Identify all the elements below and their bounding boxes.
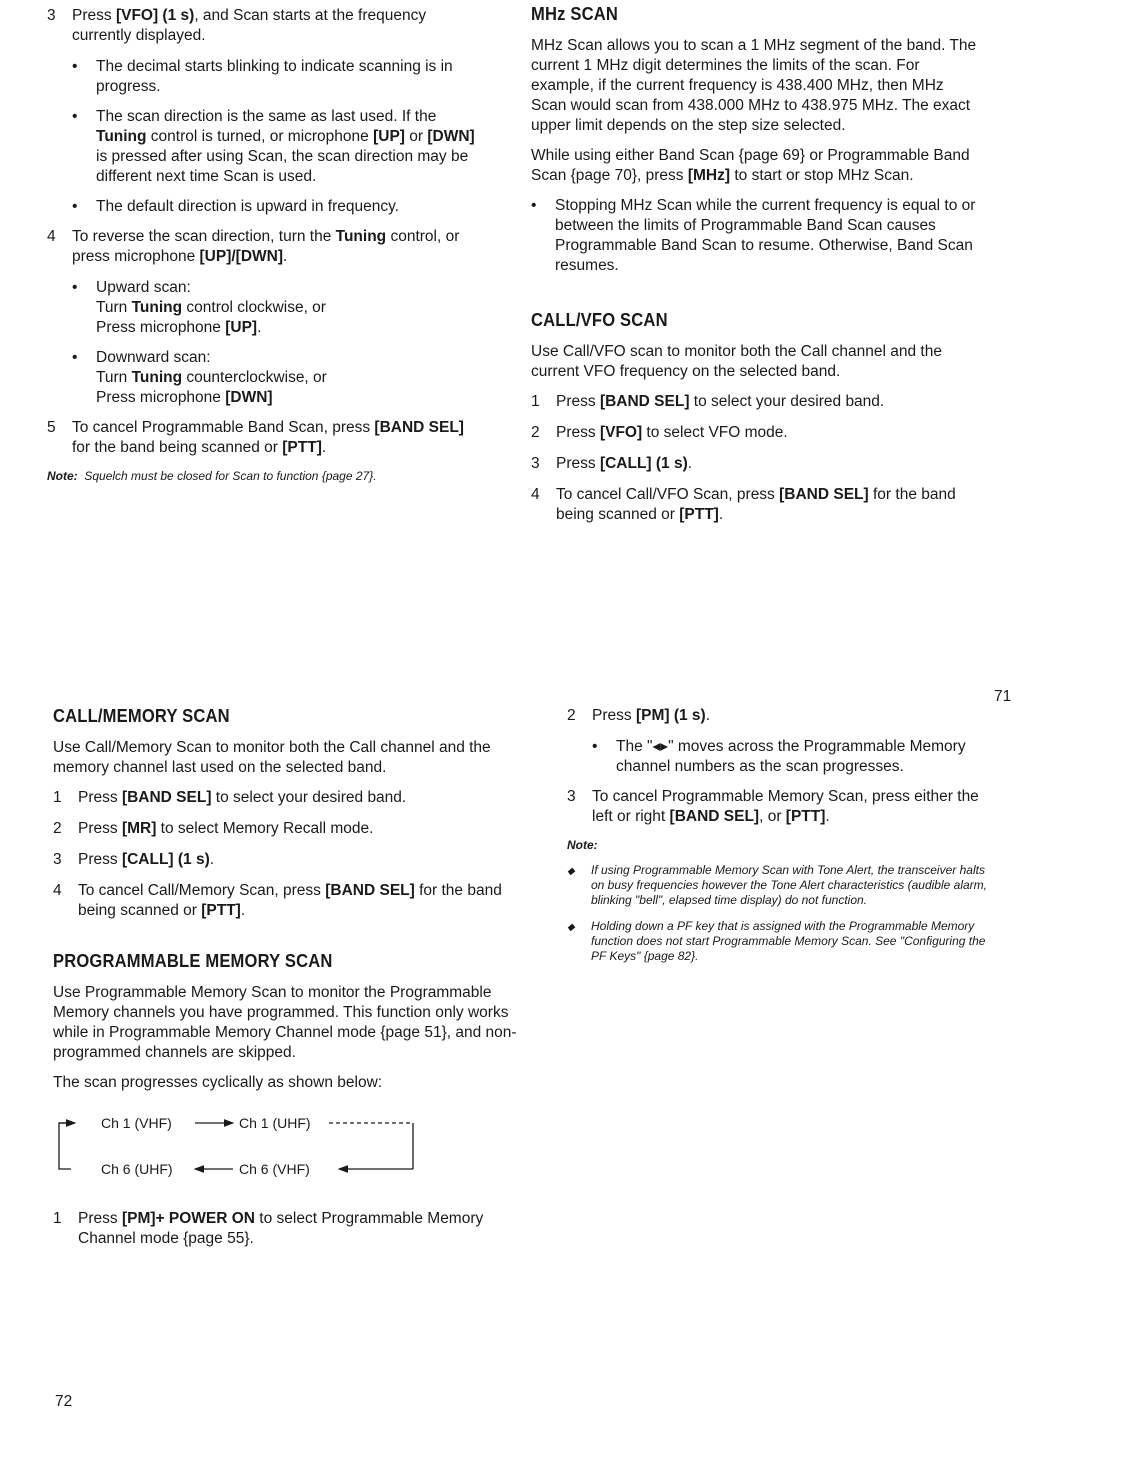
step-2: 2 Press [MR] to select Memory Recall mode. — [53, 820, 374, 837]
note-label: Note: — [567, 838, 598, 852]
paragraph: Use Call/VFO scan to monitor both the Call channel and the current VFO frequency on the selected band. — [531, 343, 942, 380]
diagram-node-ch1-vhf: Ch 1 (VHF) — [101, 1115, 172, 1131]
bullet-item: • The "◂▸" moves across the Programmable Memory channel numbers as the scan progresses. — [592, 738, 966, 775]
diagram-left-bracket — [59, 1123, 71, 1169]
step-3: 3 Press [CALL] (1 s). — [531, 455, 693, 472]
step-1: 1 Press [BAND SEL] to select your desired band. — [53, 789, 407, 806]
step-4: 4 To cancel Call/VFO Scan, press [BAND SEL] for the band being scanned or [PTT]. — [531, 486, 956, 523]
diagram-node-ch1-uhf: Ch 1 (UHF) — [239, 1115, 311, 1131]
step-3: 3 Press [CALL] (1 s). — [53, 851, 215, 868]
page72-left-column — [53, 706, 523, 1260]
step-number: 4 — [47, 228, 56, 245]
step-2-pm: 2 Press [PM] (1 s). — [567, 707, 710, 724]
step-1: 1 Press [BAND SEL] to select your desired band. — [531, 393, 885, 410]
bullet-item: • The scan direction is the same as last used. If the Tuning control is turned, or microphone [UP] or [DWN] is pressed after using Scan, the scan direction may be different next time Scan is used. — [72, 108, 475, 185]
paragraph: The scan progresses cyclically as shown below: — [53, 1074, 383, 1091]
step-4: 4 To reverse the scan direction, turn the Tuning control, or press microphone [UP]/[DWN]. — [47, 228, 460, 265]
step-1-pm: 1 Press [PM]+ POWER ON to select Programmable Memory Channel mode {page 55}. — [53, 1210, 484, 1247]
diagram-node-ch6-uhf: Ch 6 (UHF) — [101, 1161, 173, 1177]
bullet-item: • The default direction is upward in frequency. — [72, 198, 399, 215]
step-number: 3 — [47, 7, 56, 24]
section-title-call-memory-scan: CALL/MEMORY SCAN — [53, 706, 230, 726]
step-3-pm: 3 To cancel Programmable Memory Scan, press either the left or right [BAND SEL], or [PTT]. — [567, 788, 979, 825]
step-4: 4 To cancel Call/Memory Scan, press [BAND SEL] for the band being scanned or [PTT]. — [53, 882, 502, 919]
paragraph: MHz Scan allows you to scan a 1 MHz segment of the band. The current 1 MHz digit determines the limits of the scan. For example, if the current frequency is 438.400 MHz, then MHz Scan would scan from 438.000 MHz to 438.975 MHz. The exact upper limit depends on the step size selected. — [531, 37, 977, 134]
section-title-programmable-memory-scan: PROGRAMMABLE MEMORY SCAN — [53, 951, 333, 971]
bullet-item-downward: • Downward scan: Turn Tuning counterclockwise, or Press microphone [DWN] — [72, 349, 327, 406]
bullet-item-upward: • Upward scan: Turn Tuning control clockwise, or Press microphone [UP]. — [72, 279, 326, 336]
page-number-71: 71 — [994, 688, 1012, 705]
step-5: 5 To cancel Programmable Band Scan, press [BAND SEL] for the band being scanned or [PTT]. — [47, 419, 464, 456]
paragraph: Use Call/Memory Scan to monitor both the Call channel and the memory channel last used on the selected band. — [53, 739, 491, 776]
page71-left-column — [47, 6, 477, 484]
diamond-bullet-icon: ◆ — [567, 922, 575, 933]
bullet-item: • Stopping MHz Scan while the current frequency is equal to or between the limits of Programmable Band Scan causes Programmable Band Scan to resume. Otherwise, Band Scan resumes. — [531, 197, 976, 274]
section-title-call-vfo-scan: CALL/VFO SCAN — [531, 310, 668, 330]
note-item: ◆ If using Programmable Memory Scan with Tone Alert, the transceiver halts on busy frequencies however the Tone Alert characteristics (audible alarm, blinking "bell", elapsed time display) do not function. — [567, 863, 987, 907]
paragraph: Use Programmable Memory Scan to monitor the Programmable Memory channels you have programmed. This function only works while in Programmable Memory Channel mode {page 51}, and non-programmed channels are skipped. — [53, 984, 517, 1061]
diamond-bullet-icon: ◆ — [567, 866, 575, 877]
step-3: 3 Press [VFO] (1 s), and Scan starts at the frequency currently displayed. — [47, 7, 427, 44]
paragraph: While using either Band Scan {page 69} or Programmable Band Scan {page 70}, press [MHz] to start or stop MHz Scan. — [531, 147, 970, 184]
diagram-node-ch6-vhf: Ch 6 (VHF) — [239, 1161, 310, 1177]
bullet-item: • The decimal starts blinking to indicate scanning is in progress. — [72, 58, 453, 95]
step-number: 5 — [47, 419, 56, 436]
note: Note: Squelch must be closed for Scan to function {page 27}. — [47, 469, 377, 483]
page71-right-column — [531, 4, 981, 536]
page72-right-column — [567, 706, 992, 975]
page-number-72: 72 — [55, 1393, 73, 1410]
section-title-mhz-scan: MHz SCAN — [531, 4, 619, 24]
step-2: 2 Press [VFO] to select VFO mode. — [531, 424, 788, 441]
scan-cycle-diagram — [53, 1107, 433, 1187]
note-item: ◆ Holding down a PF key that is assigned with the Programmable Memory function does not start Programmable Memory Scan. See "Configuring the PF Keys" {page 82}. — [567, 919, 986, 963]
